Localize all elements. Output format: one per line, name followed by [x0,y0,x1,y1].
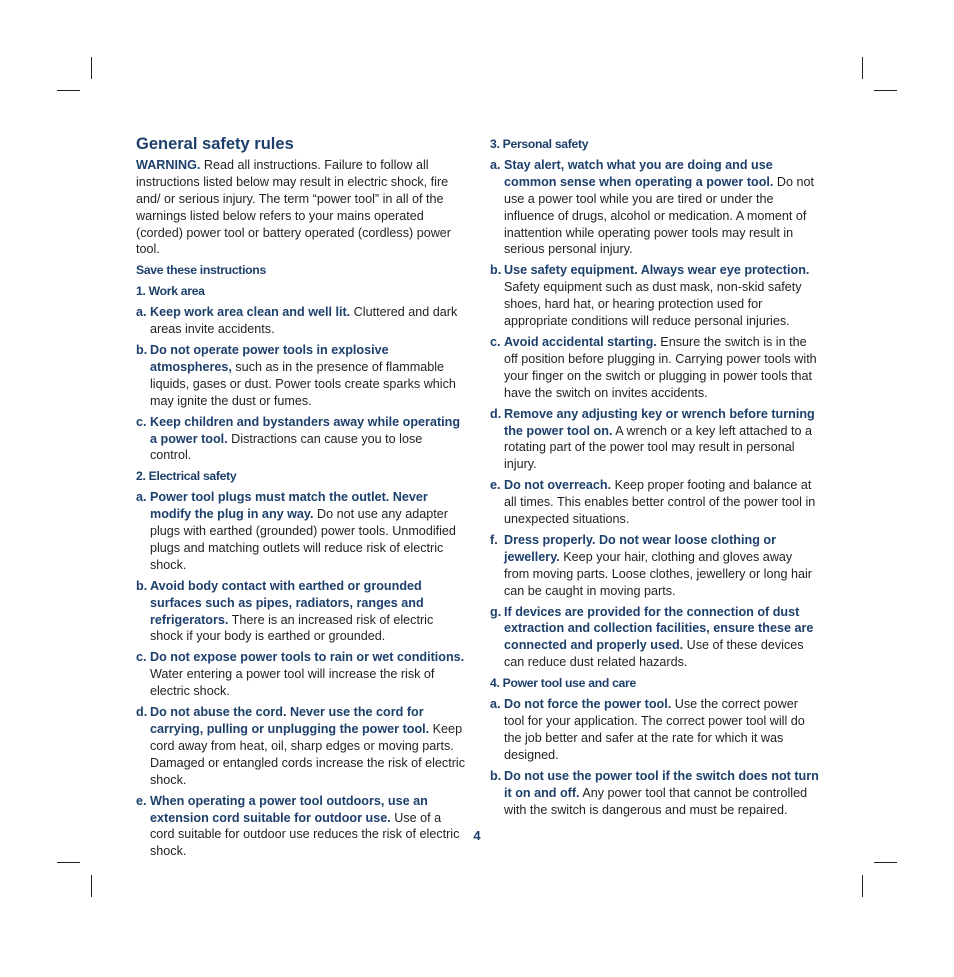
list-item-bold-text: Do not force the power tool. [504,697,672,712]
list-item-label: d. [490,406,502,421]
work-area-list [136,304,466,464]
list-item [136,342,466,410]
list-item-label: d. [136,705,148,720]
list-item-bold-text: Avoid accidental starting. [504,334,657,349]
list-item-bold-text: Do not overreach. [504,478,612,493]
list-item-bold-text: Power tool plugs must match the outlet. Never modify the plug in any way. [150,490,428,522]
list-item [136,489,466,574]
list-item-label: f. [490,532,498,547]
list-item-label: b. [136,578,148,593]
list-item-text: Do not use a power tool while you are tired or under the influence of drugs, alcohol or medication. A moment of inattention while operating power tools may result in serious personal injury. [504,174,815,257]
right-column [490,136,820,822]
warning-text: Read all instructions. Failure to follow all instructions listed below may result in electric shock, fire and/ or serious injury. The term “power tool” in all of the warnings listed below refers to your mains operated (corded) power tool or battery operated (cordless) power tool. [136,157,451,257]
list-item-label: c. [490,334,501,349]
list-item-text: Safety equipment such as dust mask, non-skid safety shoes, hard hat, or hearing protection used for appropriate conditions will reduce personal injuries. [504,280,802,329]
warning-label: WARNING. [136,157,201,172]
warning-paragraph [136,157,466,258]
list-item [136,704,466,789]
list-item-bold-text: When operating a power tool outdoors, use an extension cord suitable for outdoor use. [150,793,428,825]
list-item-bold-text: Do not use the power tool if the switch does not turn it on and off. [504,768,819,800]
crop-mark-tr-vertical [862,57,863,79]
list-item-text: Cluttered and dark areas invite accidents. [150,305,458,337]
list-item [490,157,820,258]
crop-mark-tl-vertical [91,57,92,79]
list-item-bold-text: Do not abuse the cord. Never use the cord for carrying, pulling or unplugging the power tool. [150,705,430,736]
list-item-text: Any power tool that cannot be controlled with the switch is dangerous and must be repaired. [504,785,808,817]
crop-mark-tl-horizontal [57,90,80,91]
list-item-text: Use the correct power tool for your application. The correct power tool will do the job better and safer at the rate for which it was designed. [504,697,805,762]
list-item [490,768,820,819]
list-item-label: g. [490,604,502,619]
list-item [490,334,820,402]
list-item [490,477,820,528]
list-item-text: A wrench or a key left attached to a rotating part of the power tool may result in personal injury. [504,423,812,472]
list-item [136,304,466,338]
list-item [136,649,466,700]
list-item [136,414,466,465]
crop-mark-br-horizontal [874,862,897,863]
list-item [136,578,466,646]
list-item-label: c. [136,414,147,429]
section-heading-power-tool-use: 4. Power tool use and care [490,676,636,691]
list-item-bold-text: Dress properly. Do not wear loose clothing or jewellery. [504,532,776,564]
page-title: General safety rules [136,135,294,153]
list-item-bold-text: Do not operate power tools in explosive atmospheres, [150,342,389,374]
section-heading-personal-safety: 3. Personal safety [490,137,589,151]
list-item-text: Keep proper footing and balance at all times. This enables better control of the power tool in unexpected situations. [504,478,816,527]
crop-mark-br-vertical [862,875,863,897]
list-item-text: Use of these devices can reduce dust related hazards. [504,638,804,670]
list-item-bold-text: Stay alert, watch what you are doing and use common sense when operating a power tool. [504,157,774,189]
list-item-label: a. [490,697,501,712]
page-number: 4 [473,828,481,843]
list-item [490,262,820,330]
crop-mark-tr-horizontal [874,90,897,91]
list-item-label: a. [490,157,501,172]
list-item-bold-text: Use safety equipment. Always wear eye protection. [504,263,810,278]
list-item-bold-text: Keep work area clean and well lit. [150,305,351,320]
list-item-label: b. [136,342,148,357]
list-item-text: Do not use any adapter plugs with earthed (grounded) power tools. Unmodified plugs and matching outlets will reduce risk of electric shock. [150,507,456,572]
list-item [490,696,820,764]
list-item-text: Keep cord away from heat, oil, sharp edges or moving parts. Damaged or entangled cords increase the risk of electric shock. [150,722,466,787]
electrical-safety-list [136,489,466,860]
list-item-text: Use of a cord suitable for outdoor use reduces the risk of electric shock. [150,810,460,859]
list-item-label: b. [490,263,502,278]
list-item-bold-text: Keep children and bystanders away while operating a power tool. [150,414,461,446]
left-column [136,136,466,864]
list-item-bold-text: Remove any adjusting key or wrench before turning the power tool on. [504,406,815,438]
list-item-text: Ensure the switch is in the off position before plugging in. Carrying power tools with your finger on the switch or plugging in power tools that have the switch on invites accidents. [504,334,817,400]
list-item-label: a. [136,305,147,320]
list-item-text: Keep your hair, clothing and gloves away from moving parts. Loose clothes, jewellery or long hair can be caught in moving parts. [504,549,812,598]
list-item [136,793,466,861]
list-item-label: e. [490,478,501,493]
list-item-label: a. [136,490,147,505]
list-item-text: Distractions can cause you to lose control. [150,431,423,463]
list-item [490,604,820,672]
crop-mark-bl-vertical [91,875,92,897]
list-item [490,532,820,600]
list-item-label: c. [136,650,147,665]
save-instructions-heading: Save these instructions [136,263,266,278]
personal-safety-list [490,157,820,671]
list-item-text: such as in the presence of flammable liquids, gases or dust. Power tools create sparks which may ignite the dust or fumes. [150,359,456,408]
power-tool-use-list [490,696,820,818]
list-item-bold-text: Avoid body contact with earthed or grounded surfaces such as pipes, radiators, ranges and refrigerators. [150,578,424,627]
list-item-text: Water entering a power tool will increase the risk of electric shock. [150,667,435,699]
list-item [490,406,820,474]
list-item-bold-text: Do not expose power tools to rain or wet conditions. [150,650,465,665]
list-item-label: b. [490,768,502,783]
section-heading-electrical-safety: 2. Electrical safety [136,469,237,484]
section-heading-work-area: 1. Work area [136,284,205,299]
crop-mark-bl-horizontal [57,862,80,863]
list-item-text: There is an increased risk of electric shock if your body is earthed or grounded. [150,612,434,644]
list-item-bold-text: If devices are provided for the connection of dust extraction and collection facilities, ensure these are connected and properly used. [504,604,814,653]
list-item-label: e. [136,793,147,808]
